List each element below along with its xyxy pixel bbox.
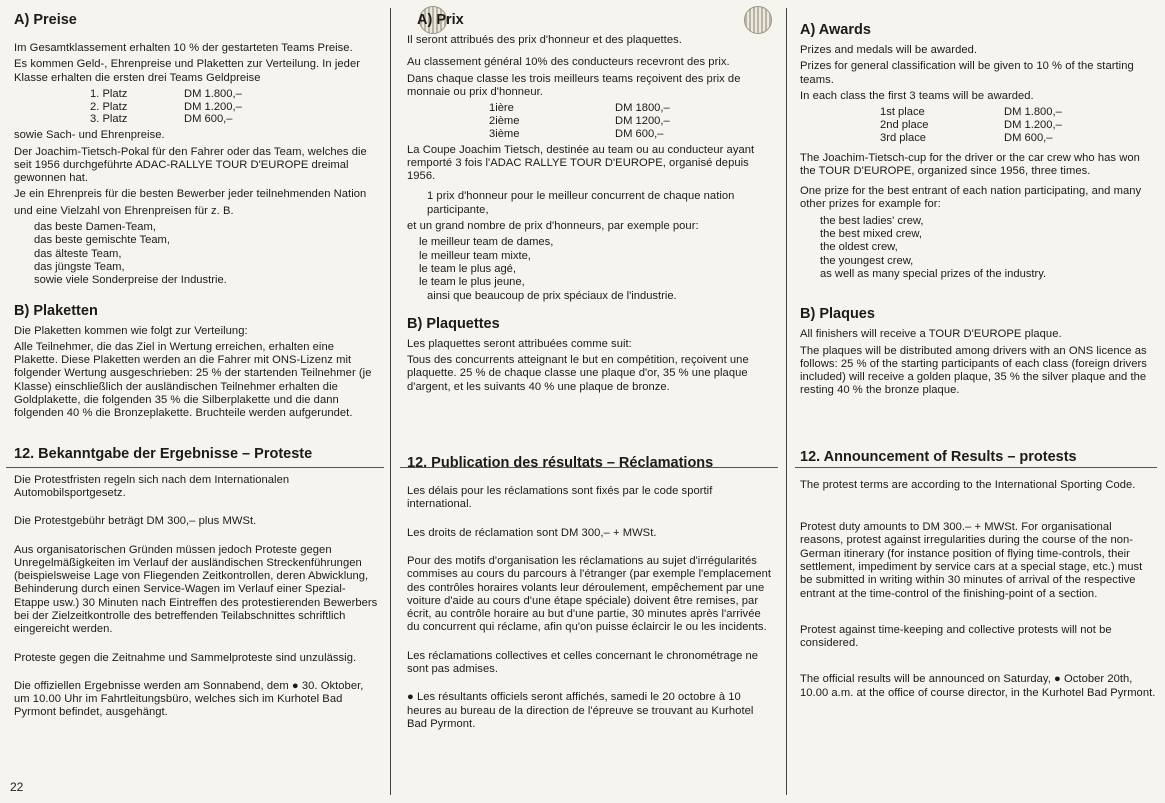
prize-list — [820, 215, 1157, 281]
list-item: as well as many special prizes of the industry. — [820, 267, 1047, 280]
paragraph: All finishers will receive a TOUR D'EUROPE plaque. — [800, 328, 1062, 341]
paragraph: Tous des concurrents atteignant le but en compétition, reçoivent une plaquette. 25 % de chaque classe une plaque d'or, 35 % une plaque d'argent, et les suivants 40 % une plaque de bronze. — [407, 354, 749, 393]
paragraph: und eine Vielzahl von Ehrenpreisen für z. B. — [14, 204, 234, 217]
paragraph: Au classement général 10% des conducteurs recevront des prix. — [407, 56, 730, 69]
english-column — [792, 0, 1165, 803]
paragraph: Il seront attribués des prix d'honneur et des plaquettes. — [407, 34, 682, 46]
table-row — [489, 102, 670, 115]
prize-amount: DM 1.200,– — [1004, 118, 1062, 131]
paragraph: et un grand nombre de prix d'honneurs, par exemple pour: — [407, 220, 699, 233]
prize-place: 1st place — [880, 106, 925, 119]
prize-place: 1. Platz — [90, 87, 128, 100]
section-heading: 12. Bekanntgabe der Ergebnisse – Proteste — [14, 445, 313, 462]
paragraph: Die Plaketten kommen wie folgt zur Verteilung: — [14, 324, 248, 337]
french-column — [395, 0, 785, 803]
page-number: 22 — [10, 780, 24, 794]
paragraph: Pour des motifs d'organisation les réclamations au sujet d'irrégularités commises au cours du parcours à l'étranger (par exemple l'emplacement des contrôles horaires volants leur déroulement, empêchement par une voiture d'aide au cours d'une étape spéciale) doivent être remises, par écrit, au contrôle horaire au but d'une partie, 30 minutes après l'arrivée du concurrent qui réclame, afin qu'on puisse éclaircir le ou les incidents. — [407, 554, 772, 634]
prize-table — [90, 88, 242, 126]
paragraph: Prizes and medals will be awarded. — [800, 44, 978, 56]
prize-amount: DM 1.800,– — [184, 87, 242, 100]
list-item: ainsi que beaucoup de prix spéciaux de l'industrie. — [427, 289, 677, 302]
paragraph: 1 prix d'honneur pour le meilleur concurrent de chaque nation participante, — [427, 190, 735, 216]
paragraph: Die Protestfristen regeln sich nach dem Internationalen Automobilsportgesetz. — [14, 473, 290, 499]
paragraph: Alle Teilnehmer, die das Ziel in Wertung erreichen, erhalten eine Plakette. Diese Plaketten werden an die Fahrer mit ONS-Lizenz mit folgender Wertung ausgeschrieben: 25 % der startenden Teilnehmer (je Klasse) einschließlich der ausländischen Teilnehmer erhalten die Goldplakette, die folgenden 35 % die Silberplakette und die dann folgenden 40 % die Bronzeplakette. Bruchteile werden aufgerundet. — [14, 340, 372, 420]
paragraph: Je ein Ehrenpreis für die besten Bewerber jeder teilnehmenden Nation — [14, 188, 367, 201]
section-heading: B) Plaquettes — [407, 315, 500, 332]
paragraph: Les réclamations collectives et celles concernant le chronométrage ne sont pas admises. — [407, 649, 759, 675]
paragraph: One prize for the best entrant of each nation participating, and many other prizes for example for: — [800, 185, 1142, 211]
paragraph: Protest against time-keeping and collective protests will not be considered. — [800, 623, 1112, 650]
table-row — [489, 115, 670, 128]
section-heading: A) Awards — [800, 22, 871, 38]
table-row — [880, 119, 1062, 132]
table-row — [90, 113, 242, 126]
paragraph: Im Gesamtklassement erhalten 10 % der gestarteten Teams Preise. — [14, 42, 353, 54]
section-heading: B) Plaketten — [14, 302, 98, 319]
german-column — [0, 0, 390, 803]
prize-place: 3ième — [489, 127, 520, 140]
list-item: le team le plus jeune, — [419, 276, 525, 289]
list-item: le meilleur team de dames, — [419, 236, 554, 249]
table-row — [90, 101, 242, 114]
column-divider-left — [390, 8, 391, 795]
paragraph: Protest duty amounts to DM 300.– + MWSt. For organisational reasons, protest against irregularities during the course of the non-German itinerary (for instance position of flying time-controls, their settlement, impediment by service cars at a special stage, etc.) must be submitted in writing within 30 minutes of arrival of the respective entrant at the time-control of the finishing-point of a section. — [800, 521, 1143, 600]
list-item: the best ladies' crew, — [820, 214, 924, 227]
list-item: das beste gemischte Team, — [34, 234, 170, 247]
prize-place: 2nd place — [880, 118, 929, 131]
prize-amount: DM 600,– — [184, 113, 233, 126]
paragraph: The plaques will be distributed among drivers with an ONS licence as follows: 25 % of the starting participants of each class (foreign drivers included) will receive a golden plaque, 35 % the silver plaque and the resting 40 % the bronze plaque. — [800, 344, 1147, 397]
list-item: das beste Damen-Team, — [34, 221, 156, 234]
list-item: the best mixed crew, — [820, 228, 922, 241]
prize-amount: DM 1200,– — [615, 114, 670, 127]
prize-amount: DM 1.800,– — [1004, 106, 1062, 119]
paragraph: Les droits de réclamation sont DM 300,– + MWSt. — [407, 526, 657, 539]
prize-place: 2ième — [489, 114, 520, 127]
paragraph: Die Protestgebühr beträgt DM 300,– plus MWSt. — [14, 515, 257, 528]
table-row — [880, 132, 1062, 145]
paragraph: Proteste gegen die Zeitnahme und Sammelproteste sind unzulässig. — [14, 651, 357, 664]
prize-place: 2. Platz — [90, 100, 128, 113]
paragraph: Prizes for general classification will be given to 10 % of the starting teams. — [800, 60, 1134, 86]
paragraph: La Coupe Joachim Tietsch, destinée au team ou au conducteur ayant remporté 3 fois l'ADAC RALLYE TOUR D'EUROPE, organisé depuis 1956. — [407, 143, 755, 183]
paragraph: Les délais pour les réclamations sont fixés par le code sportif international. — [407, 485, 713, 511]
paragraph: sowie Sach- und Ehrenpreise. — [14, 129, 165, 142]
prize-list — [419, 236, 775, 302]
paragraph: ● Les résultants officiels seront affichés, samedi le 20 octobre à 10 heures au bureau de la direction de l'épreuve se trouvant au Kurhotel Bad Pyrmont. — [407, 691, 754, 730]
table-row — [880, 106, 1062, 119]
section-heading: A) Prix — [417, 12, 464, 28]
section-heading: 12. Announcement of Results – protests — [800, 448, 1077, 465]
paragraph: Der Joachim-Tietsch-Pokal für den Fahrer oder das Team, welches die seit 1956 durchgeführte ADAC-RALLYE TOUR D'EUROPE dreimal gewonnen hat. — [14, 145, 367, 185]
prize-amount: DM 600,– — [1004, 131, 1053, 144]
paragraph: Dans chaque classe les trois meilleurs teams reçoivent des prix de monnaie ou prix d'honneur. — [407, 72, 741, 98]
prize-amount: DM 600,– — [615, 127, 664, 140]
table-row — [489, 128, 670, 141]
paragraph: The protest terms are according to the International Sporting Code. — [800, 478, 1136, 491]
paragraph: Die offiziellen Ergebnisse werden am Sonnabend, dem ● 30. Oktober, um 10.00 Uhr im Fahrtleitungsbüro, welches sich im Kurhotel Bad Pyrmont befindet, ausgehängt. — [14, 679, 364, 719]
paragraph: Aus organisatorischen Gründen müssen jedoch Proteste gegen Unregelmäßigkeiten im Verlauf der ausländischen Streckenführungen (beispielsweise Lage von Fliegenden Zeitkontrollen, deren Abwicklung, Behinderung durch einen Service-Wagen im Verlauf einer Spezial-Etappe usw.) 30 Minuten nach Eintreffen des protestierenden Bewerbers bei der Zielzeitkontrolle des betreffenden Teilabschnittes schriftlich eingereicht werden. — [14, 543, 378, 636]
prize-amount: DM 1800,– — [615, 102, 670, 115]
table-row — [90, 88, 242, 101]
list-item: the youngest crew, — [820, 254, 914, 267]
prize-list — [34, 221, 380, 287]
prize-place: 3rd place — [880, 131, 927, 144]
section-heading: A) Preise — [14, 12, 77, 28]
list-item: le team le plus agé, — [419, 262, 517, 275]
list-item: das jüngste Team, — [34, 260, 125, 273]
prize-table — [489, 102, 670, 140]
list-item: das älteste Team, — [34, 247, 122, 260]
section-heading: B) Plaques — [800, 306, 875, 323]
section-heading: 12. Publication des résultats – Réclamations — [407, 455, 714, 472]
paragraph: Les plaquettes seront attribuées comme suit: — [407, 337, 632, 350]
paragraph: The official results will be announced on Saturday, ● October 20th, 10.00 a.m. at the office of course director, in the Kurhotel Bad Pyrmont. — [800, 673, 1156, 699]
prize-amount: DM 1.200,– — [184, 100, 242, 113]
column-divider-right — [786, 8, 787, 795]
prize-place: 3. Platz — [90, 113, 128, 126]
paragraph: Es kommen Geld-, Ehrenpreise und Plaketten zur Verteilung. In jeder Klasse erhalten die ersten drei Teams Geldpreise — [14, 58, 360, 84]
paragraph: In each class the first 3 teams will be awarded. — [800, 89, 1034, 102]
list-item: le meilleur team mixte, — [419, 249, 531, 262]
list-item: sowie viele Sonderpreise der Industrie. — [34, 274, 227, 287]
list-item: the oldest crew, — [820, 241, 898, 254]
prize-place: 1ière — [489, 102, 514, 115]
prize-table — [880, 106, 1062, 144]
paragraph: The Joachim-Tietsch-cup for the driver or the car crew who has won the TOUR D'EUROPE, organized since 1956, three times. — [800, 151, 1140, 177]
